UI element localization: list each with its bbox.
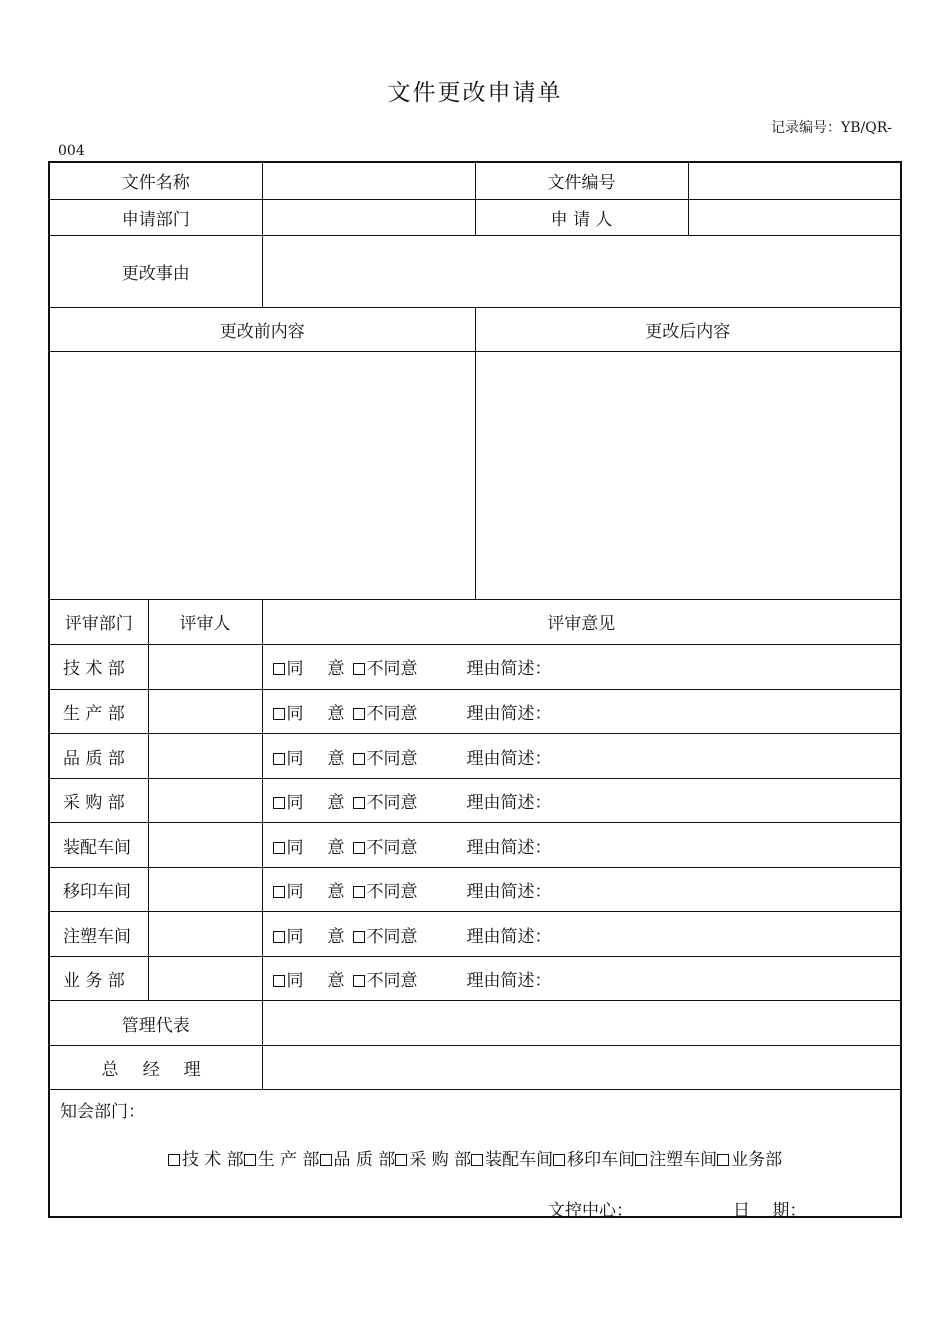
disagree-checkbox[interactable] <box>353 797 365 809</box>
review-opinion-cell <box>262 689 901 733</box>
notify-dept-name: 生 产 部 <box>257 1150 320 1171</box>
disagree-checkbox[interactable] <box>353 931 365 943</box>
review-row <box>49 912 901 957</box>
agree-option[interactable] <box>273 788 353 813</box>
agree-checkbox[interactable] <box>273 753 285 765</box>
agree-option[interactable] <box>273 877 353 902</box>
notify-section <box>49 1090 901 1222</box>
review-row <box>49 734 901 779</box>
disagree-option[interactable] <box>353 833 467 858</box>
agree-text-b: 意 <box>327 704 345 724</box>
agree-text-b: 意 <box>327 659 345 680</box>
agree-text-a: 同 <box>286 748 304 769</box>
review-dept-name: 业 务 部 <box>49 957 148 1001</box>
review-dept-name: 采 购 部 <box>49 779 148 823</box>
disagree-option[interactable] <box>353 654 467 679</box>
applicant-field[interactable] <box>688 199 901 235</box>
disagree-checkbox[interactable] <box>353 753 365 765</box>
agree-text-b: 意 <box>327 748 345 769</box>
disagree-option[interactable] <box>353 966 467 991</box>
disagree-option[interactable] <box>353 922 467 947</box>
agree-text-a: 同 <box>286 659 304 680</box>
review-opinion-cell <box>262 734 901 779</box>
agree-checkbox[interactable] <box>273 931 285 943</box>
disagree-checkbox[interactable] <box>353 886 365 898</box>
review-opinion-header: 评审意见 <box>262 599 901 644</box>
review-dept-name: 移印车间 <box>49 868 148 912</box>
agree-option[interactable] <box>273 654 353 679</box>
reason-field[interactable] <box>262 235 901 307</box>
disagree-text: 不同意 <box>366 748 418 769</box>
agree-text-a: 同 <box>286 704 304 724</box>
review-opinion-cell <box>262 644 901 689</box>
notify-dept-name: 注塑车间 <box>649 1150 718 1171</box>
reason-label: 更改事由 <box>49 235 262 307</box>
reviewer-field[interactable] <box>148 689 262 733</box>
applicant-label: 申 请 人 <box>475 199 688 235</box>
review-opinion-cell <box>262 823 901 868</box>
reviewer-header: 评审人 <box>148 599 262 644</box>
change-request-form <box>48 161 902 1222</box>
review-row <box>49 689 901 733</box>
agree-checkbox[interactable] <box>273 842 285 854</box>
agree-checkbox[interactable] <box>273 886 285 898</box>
notify-footer <box>548 1196 806 1221</box>
review-row <box>49 644 901 689</box>
agree-option[interactable] <box>273 833 353 858</box>
before-content-field[interactable] <box>49 351 475 599</box>
disagree-checkbox[interactable] <box>353 842 365 854</box>
review-opinion-cell <box>262 868 901 912</box>
review-dept-name: 生 产 部 <box>49 689 148 733</box>
agree-text-a: 同 <box>286 882 304 903</box>
review-rows <box>49 644 901 1000</box>
agree-text-b: 意 <box>327 971 345 992</box>
doc-center-label: 文控中心： <box>548 1201 633 1222</box>
reason-brief-label: 理由简述： <box>466 882 552 903</box>
mgmt-rep-label: 管理代表 <box>49 1001 262 1046</box>
agree-text-b: 意 <box>327 926 345 947</box>
agree-text-a: 同 <box>286 837 304 858</box>
review-opinion-cell <box>262 779 901 823</box>
disagree-checkbox[interactable] <box>353 708 365 720</box>
after-content-field[interactable] <box>475 351 901 599</box>
doc-name-label: 文件名称 <box>49 162 262 199</box>
agree-checkbox[interactable] <box>273 663 285 675</box>
notify-checkbox[interactable] <box>471 1154 483 1166</box>
agree-checkbox[interactable] <box>273 975 285 987</box>
reason-brief-label: 理由简述： <box>466 926 552 947</box>
notify-dept-name: 移印车间 <box>567 1150 636 1171</box>
agree-text-b: 意 <box>327 837 345 858</box>
review-dept-name: 注塑车间 <box>49 912 148 957</box>
reviewer-field[interactable] <box>148 779 262 823</box>
reviewer-field[interactable] <box>148 912 262 957</box>
agree-checkbox[interactable] <box>273 708 285 720</box>
review-row <box>49 823 901 868</box>
record-number-suffix: 004 <box>58 143 85 159</box>
notify-dept-name: 业务部 <box>731 1150 783 1171</box>
agree-text-a: 同 <box>286 971 304 992</box>
disagree-text: 不同意 <box>366 659 418 680</box>
reviewer-field[interactable] <box>148 957 262 1001</box>
review-row <box>49 957 901 1001</box>
gm-field[interactable] <box>262 1046 901 1090</box>
before-content-label: 更改前内容 <box>49 307 475 351</box>
after-content-label: 更改后内容 <box>475 307 901 351</box>
date-label: 日 期： <box>733 1201 807 1222</box>
reason-brief-label: 理由简述： <box>466 748 552 769</box>
notify-checkbox[interactable] <box>635 1154 647 1166</box>
review-dept-name: 品 质 部 <box>49 734 148 779</box>
reason-brief-label: 理由简述： <box>466 837 552 858</box>
agree-text-b: 意 <box>327 793 345 814</box>
reviewer-field[interactable] <box>148 734 262 779</box>
disagree-checkbox[interactable] <box>353 663 365 675</box>
notify-dept-name: 品 质 部 <box>333 1150 396 1171</box>
doc-name-field[interactable] <box>262 162 475 199</box>
reason-brief-label: 理由简述： <box>466 704 552 724</box>
record-number: 记录编号：YB/QR- <box>771 120 892 136</box>
notify-checkbox[interactable] <box>244 1154 256 1166</box>
agree-checkbox[interactable] <box>273 797 285 809</box>
reason-brief-label: 理由简述： <box>466 659 552 680</box>
agree-text-b: 意 <box>327 882 345 903</box>
reviewer-field[interactable] <box>148 644 262 689</box>
agree-text-a: 同 <box>286 926 304 947</box>
reviewer-field[interactable] <box>148 868 262 912</box>
apply-dept-label: 申请部门 <box>49 199 262 235</box>
agree-option[interactable] <box>273 966 353 991</box>
disagree-text: 不同意 <box>366 704 418 724</box>
gm-label: 总 经 理 <box>49 1046 262 1090</box>
disagree-text: 不同意 <box>366 882 418 903</box>
disagree-text: 不同意 <box>366 971 418 992</box>
notify-checkbox[interactable] <box>717 1154 729 1166</box>
review-dept-name: 技 术 部 <box>49 644 148 689</box>
review-dept-header: 评审部门 <box>49 599 148 644</box>
disagree-text: 不同意 <box>366 793 418 814</box>
notify-dept-name: 采 购 部 <box>409 1150 472 1171</box>
disagree-option[interactable] <box>353 699 467 724</box>
review-opinion-cell <box>262 957 901 1001</box>
disagree-option[interactable] <box>353 744 467 769</box>
notify-dept-list <box>50 1145 900 1170</box>
disagree-option[interactable] <box>353 877 467 902</box>
notify-checkbox[interactable] <box>553 1154 565 1166</box>
disagree-option[interactable] <box>353 788 467 813</box>
doc-no-label: 文件编号 <box>475 162 688 199</box>
reason-brief-label: 理由简述： <box>466 971 552 992</box>
agree-option[interactable] <box>273 699 353 724</box>
disagree-text: 不同意 <box>366 926 418 947</box>
agree-text-a: 同 <box>286 793 304 814</box>
notify-checkbox[interactable] <box>168 1154 180 1166</box>
disagree-text: 不同意 <box>366 837 418 858</box>
review-dept-name: 装配车间 <box>49 823 148 868</box>
notify-dept-name: 装配车间 <box>485 1150 554 1171</box>
doc-no-field[interactable] <box>688 162 901 199</box>
agree-option[interactable] <box>273 744 353 769</box>
mgmt-rep-field[interactable] <box>262 1001 901 1046</box>
notify-dept-name: 技 术 部 <box>181 1150 244 1171</box>
reason-brief-label: 理由简述： <box>466 793 552 814</box>
review-row <box>49 779 901 823</box>
review-row <box>49 868 901 912</box>
disagree-checkbox[interactable] <box>353 975 365 987</box>
notify-label: 知会部门： <box>60 1102 145 1123</box>
notify-checkbox[interactable] <box>395 1154 407 1166</box>
notify-checkbox[interactable] <box>320 1154 332 1166</box>
form-title: 文件更改申请单 <box>387 80 563 106</box>
review-opinion-cell <box>262 912 901 957</box>
apply-dept-field[interactable] <box>262 199 475 235</box>
reviewer-field[interactable] <box>148 823 262 868</box>
agree-option[interactable] <box>273 922 353 947</box>
